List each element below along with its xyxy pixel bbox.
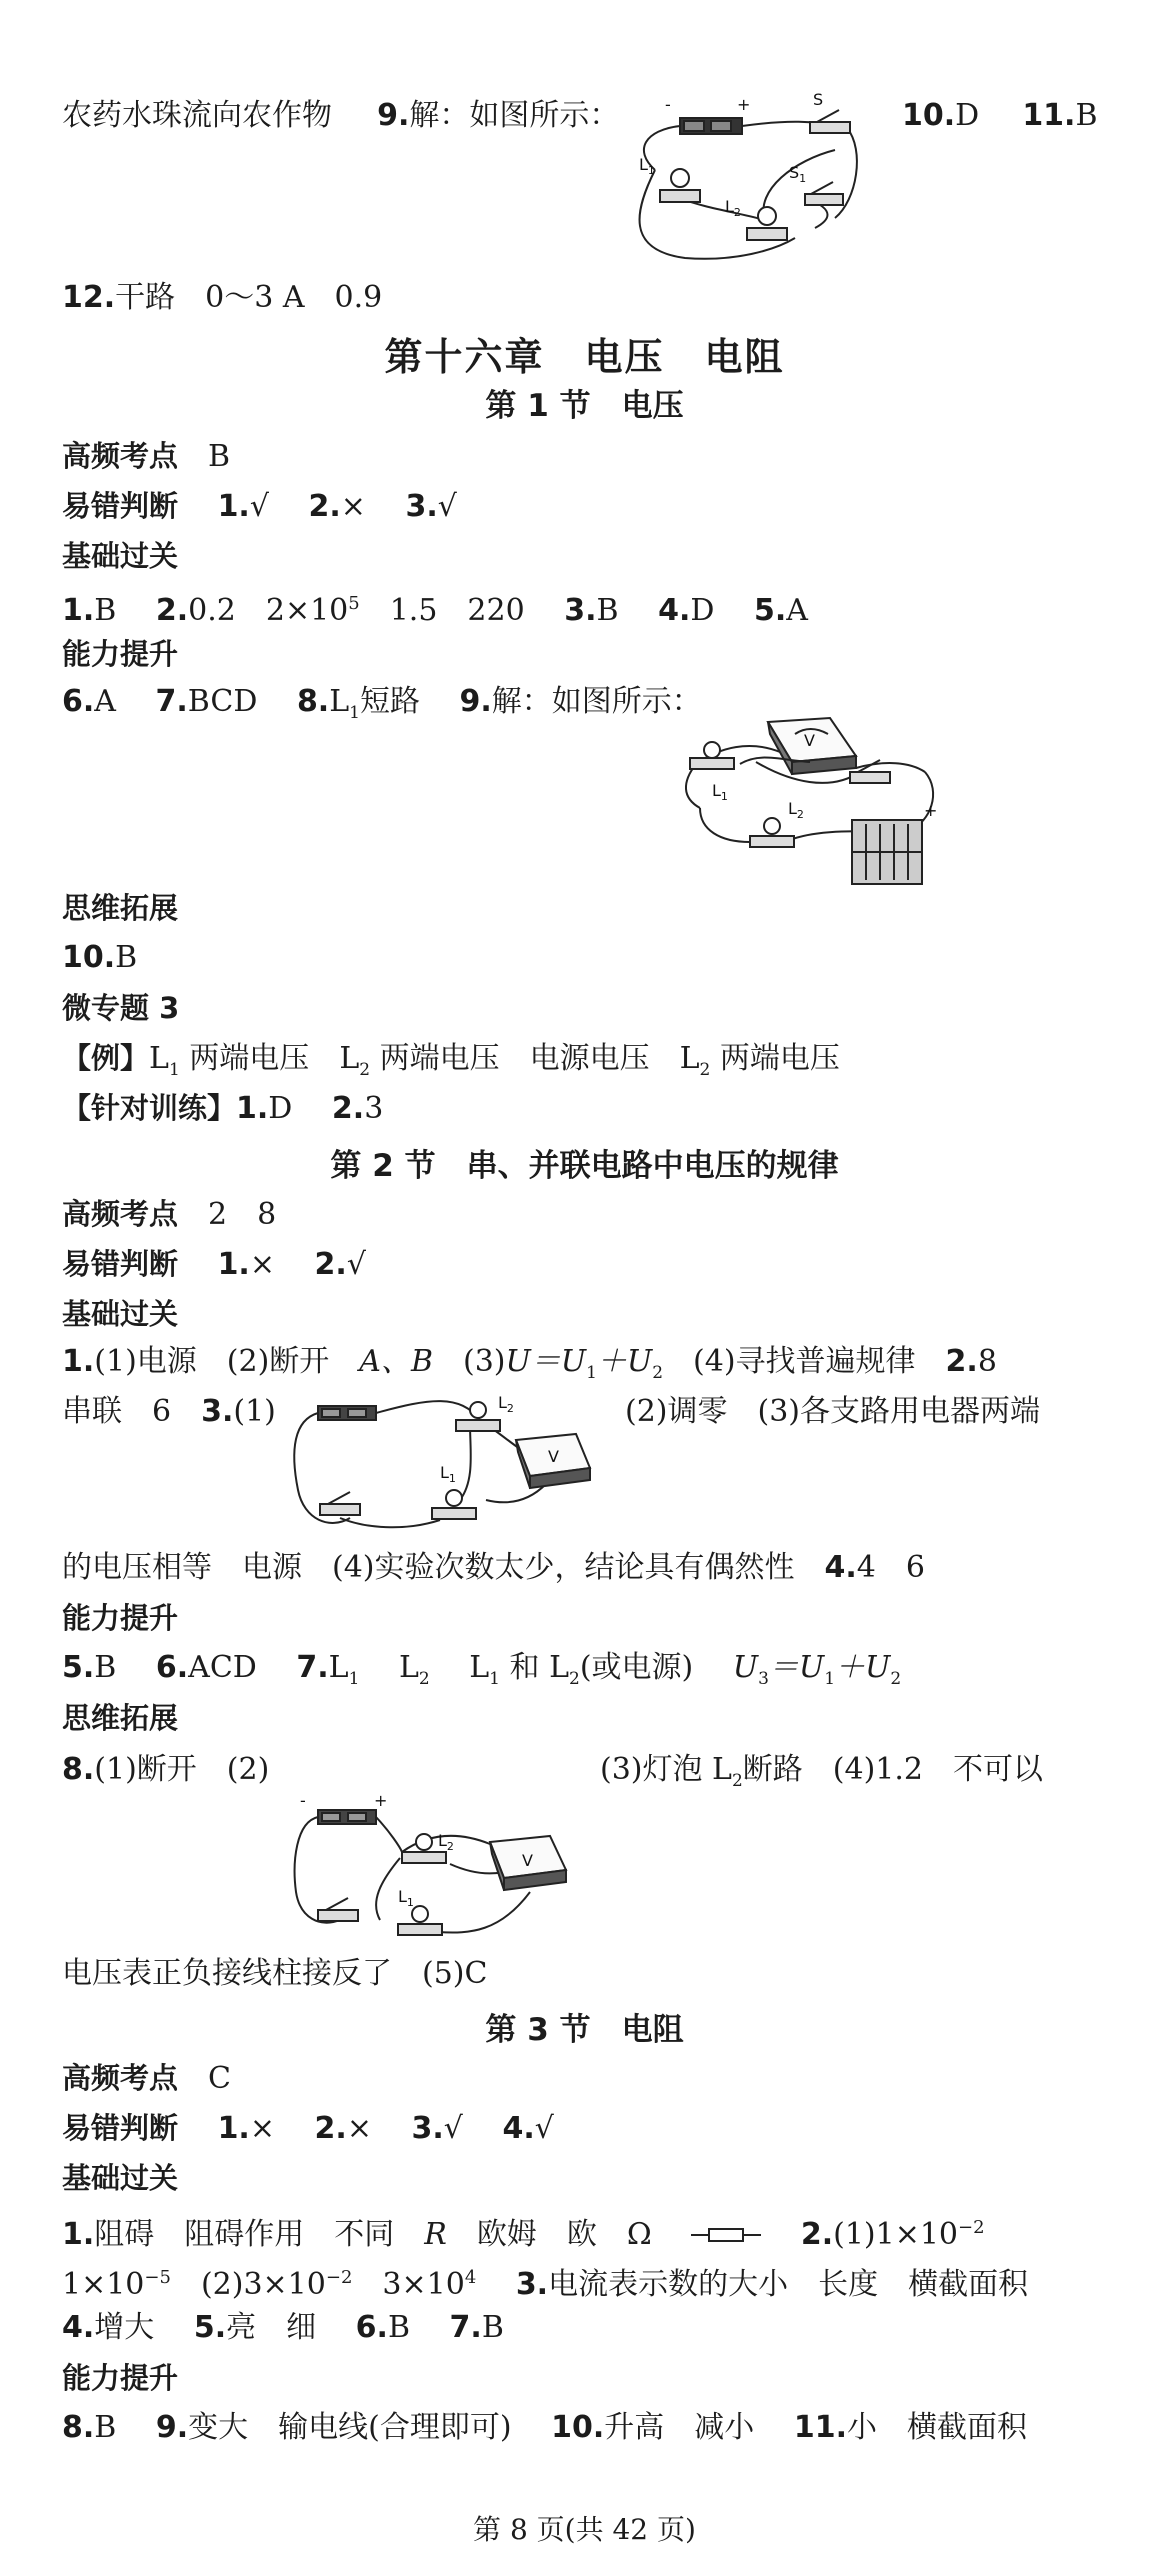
answer-text: 0.2 2×10 (188, 593, 349, 628)
question-number: 7. (449, 2310, 482, 2345)
question-number: 10. (902, 98, 956, 133)
answer-text: 增大 (94, 2310, 155, 2345)
voltmeter-v-label: V (522, 1851, 533, 1870)
question-number: 4. (502, 2111, 535, 2146)
answer-text: A、B (359, 1344, 433, 1379)
answer-line (62, 680, 702, 735)
lamp-l2-label: $L_2$ (725, 197, 741, 219)
category-heading (62, 1696, 178, 1741)
subscript: 2 (731, 1771, 743, 1791)
answer-text: 2 8 (208, 1197, 277, 1232)
voltmeter-v-label: V (548, 1447, 559, 1466)
question-number: 1. (62, 593, 95, 628)
exponent: 5 (348, 593, 360, 614)
answer-line (62, 1192, 276, 1237)
category-label: 能力提升 (62, 2361, 179, 2395)
answer-text: 两端电压 (710, 1041, 840, 1076)
category-label: 高频考点 (62, 439, 179, 473)
answer-text: 1×10 (62, 2267, 145, 2302)
answer-text: × (346, 2111, 372, 2146)
category-heading (62, 1292, 178, 1337)
question-number: 4. (62, 2310, 95, 2345)
exponent: 4 (464, 2267, 477, 2288)
question-number: 5. (62, 1650, 95, 1685)
question-number: 10. (62, 940, 116, 975)
answer-text: 短路 (359, 684, 420, 719)
answer-line (62, 2106, 554, 2151)
answer-text: B (115, 940, 138, 975)
category-label: 基础过关 (62, 2161, 179, 2195)
answer-line (62, 484, 457, 529)
exponent: −2 (958, 2217, 985, 2238)
question-number: 8. (62, 2410, 95, 2445)
question-number: 3. (405, 489, 438, 524)
category-label: 【针对训练】 (62, 1091, 237, 1125)
question-number: 1. (62, 2217, 95, 2252)
question-number: 2. (800, 2217, 834, 2252)
answer-text: 3×10 (352, 2267, 465, 2302)
question-number: 1. (217, 489, 250, 524)
answer-line (62, 2206, 985, 2258)
question-number: 10. (551, 2410, 605, 2445)
answer-text: 8 (977, 1344, 997, 1379)
answer-text: L (149, 1041, 169, 1076)
answer-text: (3) (433, 1344, 506, 1379)
answer-text: L (469, 1650, 490, 1685)
question-number: 5. (754, 593, 787, 628)
lamp-l2-label: $L_2$ (438, 1831, 454, 1853)
question-number: 11. (1022, 98, 1076, 133)
answer-text: B (1075, 98, 1098, 133)
battery-plus-label: + (374, 1792, 388, 1810)
question-number: 8. (296, 684, 330, 719)
answer-text: (2)3×10 (170, 2267, 326, 2302)
answer-text: 干路 0～3 A 0.9 (115, 280, 383, 315)
formula: ＋U (835, 1650, 891, 1685)
question-number: 3. (201, 1394, 234, 1429)
question-number: 2. (155, 593, 189, 628)
answer-text: 3 (364, 1091, 384, 1126)
answer-text: C (208, 2061, 231, 2096)
category-heading (62, 534, 178, 579)
lamp-l2-label: $L_2$ (788, 799, 804, 821)
answer-text: (3)灯泡 L (600, 1752, 732, 1787)
answer-text: ACD (188, 1650, 257, 1685)
answer-text: 的电压相等 电源 (4)实验次数太少，结论具有偶然性 (62, 1550, 825, 1585)
answer-text: (4)寻找普遍规律 (663, 1344, 946, 1379)
subscript: 1 (349, 703, 360, 723)
answer-text: 串联 6 (62, 1394, 202, 1429)
answer-text: D (690, 593, 715, 628)
answer-text: B (596, 593, 619, 628)
section-title: 第 2 节 串、并联电路中电压的规律 (330, 1148, 839, 1184)
category-heading (62, 886, 178, 931)
answer-text: 欧姆 欧 Ω (446, 2217, 682, 2252)
category-label: 高频考点 (62, 1197, 179, 1231)
question-number: 1. (236, 1091, 269, 1126)
question-number: 6. (355, 2310, 388, 2345)
category-label: 高频考点 (62, 2061, 179, 2095)
question-number: 1. (62, 1344, 95, 1379)
answer-text: A (94, 684, 116, 719)
answer-line (62, 1748, 269, 1792)
question-number: 2. (314, 1247, 347, 1282)
answer-text: (1)电源 (2)断开 (94, 1344, 360, 1379)
subscript: 1 (348, 1669, 360, 1689)
formula: U (732, 1650, 759, 1685)
subscript: 3 (758, 1669, 769, 1689)
answer-text: B (208, 439, 231, 474)
circuit-diagram-series-voltmeter (290, 1380, 610, 1540)
answer-text: × (249, 2111, 275, 2146)
question-number: 6. (155, 1650, 189, 1685)
question-number: 7. (296, 1650, 329, 1685)
answer-text: × (340, 489, 366, 524)
answer-text: 小 横截面积 (846, 2410, 1027, 2445)
answer-text: 升高 减小 (604, 2410, 755, 2445)
answer-text: × (249, 1247, 275, 1282)
category-heading (62, 986, 179, 1031)
answer-text: 电流表示数的大小 长度 横截面积 (548, 2267, 1029, 2302)
answer-text: 阻碍 阻碍作用 不同 (94, 2217, 425, 2252)
resistor-symbol-icon (691, 2214, 761, 2258)
answer-line (62, 1036, 840, 1092)
chapter-title: 第十六章 电压 电阻 (384, 335, 785, 379)
question-number: 3. (411, 2111, 444, 2146)
battery-minus-label: - (665, 95, 671, 114)
answer-text: B (94, 2410, 117, 2445)
subscript: 2 (569, 1669, 580, 1689)
subscript: 2 (359, 1060, 371, 1080)
question-number: 12. (62, 280, 116, 315)
answer-text: 和 L (500, 1650, 569, 1685)
question-number: 9. (155, 2410, 189, 2445)
battery-minus-label: - (300, 1792, 306, 1810)
question-number: 3. (564, 593, 597, 628)
answer-text: L (339, 1041, 360, 1076)
answer-text: BCD (187, 684, 258, 719)
formula: U＝U (505, 1344, 587, 1379)
question-number: 6. (62, 684, 95, 719)
subscript: 2 (890, 1669, 902, 1689)
category-heading (62, 2356, 178, 2401)
question-number: 4. (658, 593, 691, 628)
answer-text: √ (437, 489, 457, 524)
subscript: 1 (489, 1669, 500, 1689)
answer-text: 亮 细 (226, 2310, 317, 2345)
answer-text: L (328, 1650, 349, 1685)
answer-line (62, 1242, 366, 1287)
answer-line (62, 1952, 487, 1996)
lamp-l1-label: $L_1$ (712, 781, 728, 803)
category-label: 思维拓展 (62, 891, 179, 925)
answer-line (62, 2406, 1027, 2450)
battery-plus-label: + (924, 801, 938, 820)
answer-line (62, 276, 382, 320)
subscript: 2 (418, 1669, 430, 1689)
answer-text: (1)断开 (2) (94, 1752, 270, 1787)
answer-line (62, 2306, 504, 2350)
answer-text: (1)1×10 (833, 2217, 959, 2252)
answer-line (600, 1748, 1043, 1803)
lamp-l1-label: $L_1$ (398, 1887, 414, 1909)
category-label: 基础过关 (62, 539, 179, 573)
question-number: 5. (193, 2310, 227, 2345)
question-number: 11. (793, 2410, 847, 2445)
answer-text: (2)调零 (3)各支路用电器两端 (625, 1394, 1040, 1429)
lamp-l1-label: $L_1$ (440, 1463, 456, 1485)
switch-s1-label: $S_1$ (789, 163, 807, 185)
answer-text: 1.5 220 (359, 593, 525, 628)
subscript: 1 (168, 1060, 180, 1080)
question-number: 4. (824, 1550, 857, 1585)
answer-text: A (786, 593, 808, 628)
circuit-diagram-voltmeter (680, 712, 950, 897)
answer-text: L (329, 684, 350, 719)
answer-text: 断路 (4)1.2 不可以 (742, 1752, 1043, 1787)
answer-text: B (387, 2310, 410, 2345)
answer-line (62, 2256, 1028, 2307)
answer-text: D (268, 1091, 293, 1126)
category-label: 易错判断 (62, 1247, 179, 1281)
answer-line (62, 1390, 276, 1434)
circuit-diagram-parallel (625, 90, 875, 265)
question-number: 9. (377, 98, 410, 133)
formula: ＝U (768, 1650, 825, 1685)
answer-text: B (94, 593, 117, 628)
answer-line (62, 94, 619, 138)
question-number: 1. (217, 1247, 250, 1282)
answer-text: D (955, 98, 980, 133)
formula: ＋U (596, 1344, 653, 1379)
answer-text: L (679, 1041, 700, 1076)
answer-text: 农药水珠流向农作物 (62, 98, 332, 133)
question-number: 3. (515, 2267, 549, 2302)
switch-s-label: S (813, 90, 824, 109)
question-number: 8. (62, 1752, 95, 1787)
battery-plus-label: + (737, 95, 751, 114)
category-heading (62, 632, 178, 677)
subscript: 1 (586, 1363, 597, 1383)
answer-line (62, 582, 808, 633)
category-heading (62, 1596, 178, 1641)
answer-text: L (398, 1650, 419, 1685)
category-label: 基础过关 (62, 1297, 179, 1331)
answer-line (62, 1646, 901, 1701)
answer-text: 4 6 (856, 1550, 925, 1585)
question-number: 2. (308, 489, 341, 524)
answer-text: B (94, 1650, 117, 1685)
answer-line (62, 434, 230, 479)
question-number: 7. (155, 684, 188, 719)
answer-line (62, 1546, 925, 1590)
answer-text: √ (534, 2111, 554, 2146)
category-label: 能力提升 (62, 637, 179, 671)
section-title: 第 3 节 电阻 (485, 2012, 684, 2048)
answer-line (62, 2056, 231, 2101)
lamp-l1-label: $L_1$ (639, 155, 655, 177)
answer-text: 电压表正负接线柱接反了 (5)C (62, 1956, 488, 1991)
answer-line (62, 1086, 383, 1131)
answer-text: 两端电压 (179, 1041, 340, 1076)
subscript: 2 (652, 1363, 664, 1383)
question-number: 1. (217, 2111, 250, 2146)
category-label: 思维拓展 (62, 1701, 179, 1735)
question-number: 9. (459, 684, 492, 719)
question-number: 2. (314, 2111, 347, 2146)
subscript: 2 (699, 1060, 711, 1080)
answer-line (902, 94, 1098, 138)
exponent: −5 (144, 2267, 171, 2288)
answer-text: √ (443, 2111, 463, 2146)
answer-text: 变大 输电线(合理即可) (188, 2410, 512, 2445)
answer-text: 两端电压 电源电压 (370, 1041, 680, 1076)
answer-line (625, 1390, 1040, 1434)
category-label: 易错判断 (62, 2111, 179, 2145)
answer-text: √ (249, 489, 269, 524)
answer-text: B (481, 2310, 504, 2345)
answer-line (62, 936, 137, 980)
category-label: 微专题 3 (62, 991, 180, 1025)
answer-text: (1) (233, 1394, 276, 1429)
answer-text: √ (346, 1247, 366, 1282)
category-label: 易错判断 (62, 489, 179, 523)
question-number: 2. (331, 1091, 365, 1126)
subscript: 1 (824, 1669, 836, 1689)
formula: R (424, 2217, 447, 2252)
answer-text: 解：如图所示： (491, 684, 702, 719)
answer-text: 解：如图所示： (409, 98, 620, 133)
category-label: 【例】 (62, 1041, 150, 1075)
page-footer: 第 8 页(共 42 页) (473, 2513, 696, 2546)
question-number: 2. (945, 1344, 978, 1379)
category-heading (62, 2156, 178, 2201)
answer-text: (或电源) (579, 1650, 694, 1685)
voltmeter-v-label: V (804, 731, 815, 750)
section-title: 第 1 节 电压 (485, 388, 684, 424)
lamp-l2-label: $L_2$ (498, 1393, 514, 1415)
exponent: −2 (325, 2267, 353, 2288)
circuit-diagram-voltmeter-l2 (290, 1792, 580, 1942)
category-label: 能力提升 (62, 1601, 179, 1635)
